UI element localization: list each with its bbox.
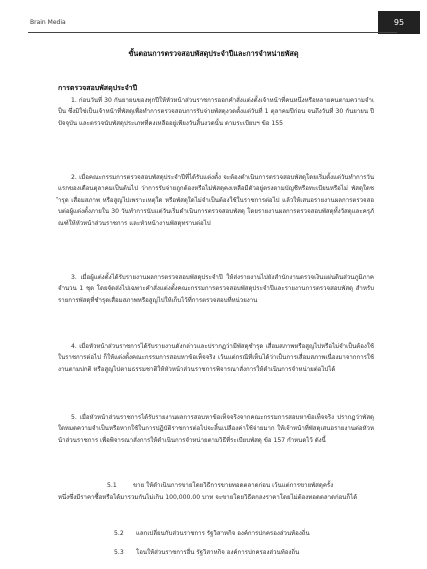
subitem-text: โอนให้ส่วนราชการอื่น รัฐวิสาหกิจ องค์การปกครองส่วนท้องถิ่น <box>136 549 300 556</box>
paragraph-2-block <box>58 172 374 229</box>
paragraph-2: 2. เมื่อคณะกรรมการตรวจสอบพัสดุประจำปีที่ได้รับแต่งตั้ง จะต้องดำเนินการตรวจสอบพัสดุโดยเริ่มตั้งแต่วันทำการวันแรกของเดือนตุลาคมเป็นต้นไป ว่าการรับจ่ายถูกต้องหรือไม่พัสดุคงเหลือมีตัวอยู่ตรงตามบัญชีหรือทะเบียนหรือไม่ พัสดุใดชำรุด เสื่อมสภาพ หรือสูญไปเพราะเหตุใด หรือพัสดุใดไม่จำเป็นต้องใช้ในราชการต่อไป แล้วให้เสนอรายงานผลการตรวจสอบต่อผู้แต่งตั้งภายใน 30 วันทำการนับแต่วันเริ่มดำเนินการตรวจสอบพัสดุ โดยรายงานผลการตรวจสอบพัสดุทั้งวัสดุและครุภัณฑ์ให้หัวหน้าส่วนราชการ และหัวหน้างานพัสดุทราบต่อไป <box>58 174 374 227</box>
paragraph-4: 4. เมื่อหัวหน้าส่วนราชการได้รับรายงานดังกล่าวและปรากฏว่ามีพัสดุชำรุด เสื่อมสภาพหรือสูญไปหรือไม่จำเป็นต้องใช้ในราชการต่อไป ก็ให้แต่งตั้งคณะกรรมการสอบหาข้อเท็จจริง เว้นแต่กรณีที่เห็นได้ว่าเป็นการเสื่อมสภาพเนื่องมาจากการใช้งานตามปกติ หรือสูญไปตามธรรมชาติให้หัวหน้าส่วนราชการพิจารณาสั่งการให้ดำเนินการจำหน่ายต่อไปได้ <box>58 343 374 373</box>
page-title: ขั้นตอนการตรวจสอบพัสดุประจำปีและการจำหน่ายพัสดุ <box>128 49 299 58</box>
paragraph-1: 1. ก่อนวันที่ 30 กันยายนของทุกปีให้หัวหน้าส่วนราชการออกคำสั่งแต่งตั้งเจ้าหน้าที่คนหนึ่งหรือหลายคนตามความจำเป็น ซึ่งมิใช่เป็นเจ้าหน้าที่พัสดุเพื่อทำการตรวจสอบการรับจ่ายพัสดุงวดตั้งแต่วันที่ 1 ตุลาคมปีก่อน จนถึงวันที่ 30 กันยายน ปีปัจจุบัน และตรวจนับพัสดุประเภทที่คงเหลืออยู่เพียงวันสิ้นงวดนั้น ตามระเบียบฯ ข้อ 155 <box>58 97 374 127</box>
subitem-text: ขาย ให้ดำเนินการขายโดยวิธีการขายทอดตลาดก่อน เว้นแต่การขายพัสดุครั้ง <box>133 482 334 489</box>
header-rule <box>28 32 397 33</box>
subitem-number: 5.2 <box>114 530 124 537</box>
paragraph-3: 3. เมื่อผู้แต่งตั้งได้รับรายงานผลการตรวจสอบพัสดุประจำปี ให้ส่งรายงานไปยังสำนักงานตรวจเงินแผ่นดินส่วนภูมิภาคจำนวน 1 ชุด โดยจัดส่งไปเฉพาะคำสั่งแต่งตั้งคณะกรรมการตรวจสอบพัสดุประจำปีและรายงานการตรวจสอบพัสดุ สำหรับรายการพัสดุที่ชำรุดเสื่อมสภาพหรือสูญไปให้เก็บไว้ที่การตรวจสอบที่หน่วยงาน <box>58 274 374 304</box>
brand-name: Brain Media <box>30 19 66 26</box>
subitem-5-2 <box>114 528 374 538</box>
subitem-number: 5.3 <box>114 549 124 556</box>
subitem-5-1 <box>107 480 374 491</box>
paragraph-4-block <box>58 341 374 375</box>
subitem-text: แลกเปลี่ยนกับส่วนราชการ รัฐวิสาหกิจ องค์การปกครองส่วนท้องถิ่น <box>136 530 310 537</box>
paragraph-5-block <box>58 412 374 446</box>
paragraph-1-block <box>58 95 374 129</box>
section-heading: การตรวจสอบพัสดุประจำปี <box>58 84 138 92</box>
subitem-5-3 <box>114 547 374 557</box>
subitem-5-1-continuation: หนึ่งซึ่งมีราคาซื้อหรือได้มารวมกันไม่เกิน 100,000.00 บาท จะขายโดยวิธีตกลงราคาโดยไม่ต้องทอดตลาดก่อนก็ได้ <box>58 494 358 501</box>
page-number: 95 <box>378 11 420 34</box>
paragraph-5: 5. เมื่อหัวหน้าส่วนราชการได้รับรายงานผลการสอบหาข้อเท็จจริงจากคณะกรรมการสอบหาข้อเท็จจริง ปรากฏว่าพัสดุใดหมดความจำเป็นหรือหากใช้ในการปฏิบัติราชการต่อไปจะสิ้นเปลืองค่าใช้จ่ายมาก ให้เจ้าหน้าที่พัสดุเสนอรายงานต่อหัวหน้าส่วนราชการ เพื่อพิจารณาสั่งการให้ดำเนินการจำหน่ายตามวิธีที่ระเบียบพัสดุ ข้อ 157 กำหนดไว้ ดังนี้ <box>58 414 374 444</box>
subitem-number: 5.1 <box>107 482 117 489</box>
paragraph-3-block <box>58 272 374 306</box>
